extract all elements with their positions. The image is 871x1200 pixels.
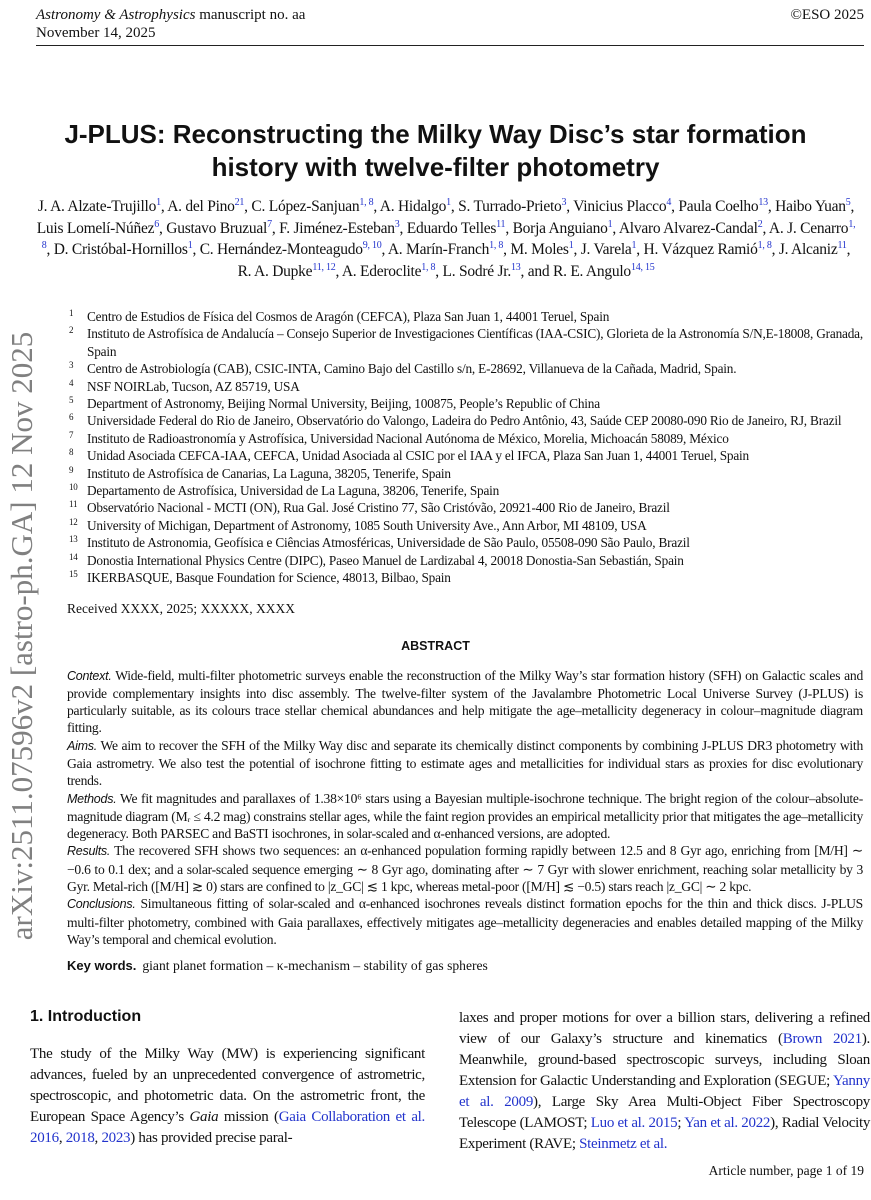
author-affiliation-ref[interactable]: 1 — [607, 218, 613, 230]
author-name: A. Hidalgo — [379, 198, 447, 215]
author-name: C. López-Sanjuan — [251, 198, 360, 215]
abstract-text: We aim to recover the SFH of the Milky Way disc and separate its chemically distinct components by combining J-PLUS DR3 photometry with Gaia astrometry. We also test the potential of isochrone fitting to estimate ages and metallicities for individual stars as proxies for disc evolutionary trends. — [67, 737, 863, 789]
journal-name: Astronomy & Astrophysics — [36, 7, 196, 23]
affiliation-item — [67, 360, 867, 377]
affiliation-text: Donostia International Physics Centre (DIPC), Paseo Manuel de Lardizabal 4, 20018 Donostia-San Sebastián, Spain — [87, 552, 684, 568]
author-affiliation-ref[interactable]: 1, 8 — [757, 239, 772, 251]
author-affiliation-ref[interactable]: 11 — [837, 239, 847, 251]
author-affiliation-ref[interactable]: 1, 8 — [489, 239, 504, 251]
author-affiliation-ref[interactable]: 7 — [267, 218, 272, 230]
author-name: Alvaro Alvarez-Candal — [618, 219, 758, 237]
italic-term: Gaia — [189, 1109, 219, 1126]
author-affiliation-ref[interactable]: 3 — [561, 196, 567, 208]
author-affiliation-ref[interactable]: 1 — [446, 196, 451, 208]
affiliation-text: Instituto de Radioastronomía y Astrofísica, Universidad Nacional Autónoma de México, Morelia, Michoacán 58089, México — [87, 430, 729, 446]
author-affiliation-ref[interactable]: 9, 10 — [362, 239, 382, 251]
paper-title: J-PLUS: Reconstructing the Milky Way Disc’s star formation history with twelve-filter photometry — [64, 119, 807, 182]
affiliation-number: 8 — [69, 447, 74, 458]
affiliation-number: 3 — [69, 360, 74, 371]
affiliation-text: Instituto de Astrofísica de Andalucía – Consejo Superior de Investigaciones Científicas (IAA-CSIC), Glorieta de la Astronomía S/N,E-18008, Granada, Spain — [87, 326, 863, 359]
author-name: Eduardo Telles — [406, 219, 497, 237]
citation-link[interactable]: 2023 — [101, 1130, 131, 1147]
author-name: Vinicius Placco — [573, 198, 667, 215]
author-affiliation-ref[interactable]: 1 — [156, 196, 161, 208]
affiliation-number: 9 — [69, 464, 74, 475]
author-name: D. Cristóbal-Hornillos — [53, 241, 188, 258]
affiliation-number: 6 — [69, 412, 74, 423]
affiliation-item — [67, 552, 867, 569]
affiliation-text: Centro de Astrobiología (CAB), CSIC-INTA, Camino Bajo del Castillo s/n, E-28692, Villanueva de la Cañada, Madrid, Spain. — [87, 361, 737, 377]
abstract-section — [67, 790, 863, 843]
author-name: Gustavo Bruzual — [166, 219, 268, 237]
copyright: ©ESO 2025 — [790, 7, 864, 23]
affiliation-number: 13 — [69, 534, 78, 545]
author-affiliation-ref[interactable]: 4 — [666, 196, 672, 208]
affiliation-text: Department of Astronomy, Beijing Normal University, Beijing, 100875, People’s Republic of China — [87, 396, 600, 412]
affiliation-number: 14 — [69, 551, 78, 562]
author-affiliation-ref[interactable]: 1, 8 — [421, 261, 436, 273]
abstract-section — [67, 667, 863, 737]
affiliation-item — [67, 534, 867, 551]
author-affiliation-ref[interactable]: 1 — [187, 239, 193, 251]
author-name: R. A. Dupke — [237, 262, 313, 280]
abstract-label: Methods. — [67, 791, 117, 806]
affiliation-item — [67, 378, 867, 395]
citation-link[interactable]: Steinmetz et al. — [579, 1136, 668, 1153]
author-affiliation-ref[interactable]: 1, 8 — [359, 196, 374, 208]
author-list: J. A. Alzate-Trujillo$^1$, A. del Pino$^{21}$, C. López-Sanjuan$^{1, 8}$, A. Hidalgo$^1$, S. Turrado-Prieto$^3$, Vinicius Placco$^4$, Paula Coelho$^{13}$, Haibo Yuan$^5$, Luis Lomelí-Núñez$^6$, Gustavo Bruzual$^7$, F. Jiménez-Esteban$^3$, Eduardo Telles$^{11}$, Borja Anguiano$^1$, Alvaro Alvarez-Candal$^2$, A. J. Cenarro$^{1, 8}$, D. Cristóbal-Hornillos$^1$, C. Hernández-Monteagudo$^{9, 10}$, A. Marín-Franch$^{1, 8}$, M. Moles$^1$, J. Varela$^1$, H. Vázquez Ramió$^{1, 8}$, J. Alcaniz$^{11}$, R. A. Dupke$^{11, 12}$, A. Ederoclite$^{1, 8}$, L. Sodré Jr.$^{13}$, and R. E. Angulo$^{14, 15}$ — [36, 196, 856, 280]
abstract-text: Wide-field, multi-filter photometric surveys enable the reconstruction of the Milky Way’s star formation history (SFH) on Galactic scales and provide complementary insights into disc assembly. The twelve-filter system of the Javalambre Photometric Local Universe Survey (J-PLUS) is particularly suitable, as its colours trace stellar chemical abundances and help mitigate the age–metallicity degeneracy in colour–magnitude diagram fitting. — [67, 667, 863, 736]
affiliation-item — [67, 482, 867, 499]
author-name: J. Alcaniz — [778, 241, 838, 258]
abstract-label: Context. — [67, 668, 112, 683]
manuscript-number: manuscript no. aa — [199, 7, 306, 23]
abstract-text: We fit magnitudes and parallaxes of 1.38×10⁶ stars using a Bayesian multiple-isochrone technique. The bright region of the colour–absolute-magnitude diagram (Mᵣ ≤ 4.2 mag) constrains stellar ages, while the faint region provides an empirical metallicity prior that mitigates the age–metallicity degeneracy. Both PARSEC and BaSTI isochrones, in solar-scaled and α-enhanced versions, are adopted. — [67, 790, 863, 842]
author-name: Luis Lomelí-Núñez — [36, 219, 155, 237]
affiliation-number: 10 — [69, 482, 78, 493]
arxiv-stamp[interactable]: arXiv:2511.07596v2 [astro-ph.GA] 12 Nov 2025 — [4, 331, 39, 941]
abstract-label: Conclusions. — [67, 897, 136, 912]
page-footer: Article number, page 1 of 19 — [708, 1163, 864, 1179]
body-text: ), Large Sky Area Multi-Object Fiber Spectroscopy Telescope (LAMOST; — [459, 1094, 870, 1132]
affiliation-item — [67, 517, 867, 534]
author-affiliation-ref[interactable]: 1 — [631, 239, 637, 251]
author-affiliation-ref[interactable]: 11 — [496, 218, 506, 230]
affiliation-text: Instituto de Astrofísica de Canarias, La Laguna, 38205, Tenerife, Spain — [87, 465, 451, 481]
affiliation-item — [67, 465, 867, 482]
affiliation-text: University of Michigan, Department of Astronomy, 1085 South University Ave., Ann Arbor, MI 48109, USA — [87, 517, 647, 533]
affiliation-text: Centro de Estudios de Física del Cosmos de Aragón (CEFCA), Plaza San Juan 1, 44001 Teruel, Spain — [87, 309, 610, 324]
affiliation-text: Departamento de Astrofísica, Universidad de La Laguna, 38206, Tenerife, Spain — [87, 483, 500, 499]
citation-link[interactable]: Luo et al. 2015 — [590, 1115, 678, 1132]
affiliation-number: 15 — [69, 569, 78, 580]
affiliation-text: NSF NOIRLab, Tucson, AZ 85719, USA — [87, 378, 300, 394]
author-name: Haibo Yuan — [775, 198, 846, 215]
body-text: ) has provided precise paral- — [130, 1130, 293, 1147]
affiliation-number: 11 — [69, 499, 78, 510]
author-name: A. del Pino — [167, 198, 235, 215]
citation-link[interactable]: Brown 2021 — [782, 1031, 862, 1048]
author-name: F. Jiménez-Esteban — [279, 219, 395, 237]
keywords — [67, 958, 871, 974]
author-affiliation-ref[interactable]: 1 — [568, 239, 574, 251]
running-header — [36, 6, 864, 46]
affiliation-item — [67, 447, 867, 464]
affiliation-number: 2 — [69, 325, 74, 336]
author-name: A. J. Cenarro — [768, 219, 849, 237]
body-text: The study of the Milky Way (MW) is experiencing significant advances, fueled by an unprecedented convergence of astrometric, spectroscopic, and photometric data. On the astrometric front, the European Space Agency’s — [30, 1046, 425, 1126]
affiliation-item — [67, 395, 867, 412]
body-text: ). Meanwhile, ground-based spectroscopic surveys, including Sloan Extension for Galactic Understanding and Exploration (SEGUE; — [459, 1031, 870, 1090]
keywords-text: giant planet formation – κ-mechanism – stability of gas spheres — [142, 958, 488, 974]
abstract-label: Aims. — [67, 738, 97, 753]
author-affiliation-ref[interactable]: 6 — [154, 218, 160, 230]
affiliation-item — [67, 325, 867, 360]
body-text: ), Radial Velocity Experiment (RAVE; — [459, 1115, 871, 1153]
abstract-text: Simultaneous fitting of solar-scaled and α-enhanced isochrones reveals distinct formation epochs for the thin and thick discs. J-PLUS multi-filter photometry, combined with Gaia parallaxes, effectively mitigates age–metallicity degeneracies and enables detailed mapping of the Milky Way’s temporal and chemical evolution. — [67, 896, 863, 947]
affiliation-text: Unidad Asociada CEFCA-IAA, CEFCA, Unidad Asociada al CSIC por el IAA y el IFCA, Plaza San Juan 1, 44001 Teruel, Spain — [87, 448, 749, 464]
keywords-label: Key words. — [67, 958, 137, 974]
affiliation-text: Universidade Federal do Rio de Janeiro, Observatório do Valongo, Ladeira do Pedro Antônio, 43, Saúde CEP 20080-090 Rio de Janeiro, RJ, Brazil — [87, 413, 842, 429]
received-line: Received XXXX, 2025; XXXXX, XXXX — [67, 600, 295, 616]
author-affiliation-ref[interactable]: 13 — [758, 196, 768, 208]
affiliation-item — [67, 430, 867, 447]
section-heading-introduction: 1. Introduction — [30, 1008, 142, 1026]
author-name: C. Hernández-Monteagudo — [199, 241, 363, 258]
affiliation-item — [67, 499, 867, 516]
affiliation-item — [67, 569, 867, 586]
affiliation-number: 4 — [69, 377, 74, 388]
affiliation-number: 1 — [69, 308, 74, 318]
author-name: H. Vázquez Ramió — [643, 241, 758, 258]
author-affiliation-ref[interactable]: 1, 8 — [41, 218, 856, 251]
citation-link[interactable]: 2018 — [65, 1130, 95, 1147]
author-affiliation-ref[interactable]: 2 — [757, 218, 763, 230]
affiliations — [67, 308, 867, 587]
body-text: , — [58, 1130, 66, 1147]
intro-right-column — [459, 1008, 870, 1155]
affiliation-text: Instituto de Astronomia, Geofísica e Ciências Atmosféricas, Universidade de São Paulo, 05508-090 São Paulo, Brazil — [87, 535, 690, 551]
author-name: L. Sodré Jr. — [442, 262, 511, 280]
and-word: and — [527, 262, 550, 280]
author-name: J. A. Alzate-Trujillo — [37, 198, 157, 215]
affiliation-number: 7 — [69, 429, 74, 440]
author-name: M. Moles — [510, 241, 569, 258]
affiliation-text: IKERBASQUE, Basque Foundation for Science, 48013, Bilbao, Spain — [87, 570, 451, 586]
affiliation-item — [67, 412, 867, 429]
two-column-body — [30, 1008, 870, 1155]
citation-link[interactable]: Gaia Collaboration et al. 2016 — [30, 1109, 425, 1147]
author-name: A. Marín-Franch — [387, 241, 490, 258]
author-name: S. Turrado-Prieto — [458, 198, 562, 215]
affiliation-number: 12 — [69, 516, 78, 527]
abstract-section — [67, 737, 863, 790]
author-affiliation-ref[interactable]: 3 — [394, 218, 400, 230]
author-name: A. Ederoclite — [341, 262, 422, 280]
affiliation-number: 5 — [69, 395, 74, 406]
abstract-section — [67, 895, 863, 948]
author-name: J. Varela — [580, 241, 632, 258]
author-name: Borja Anguiano — [512, 219, 608, 237]
abstract-body — [67, 667, 863, 949]
affiliation-item — [67, 308, 867, 325]
author-name: Paula Coelho — [678, 198, 759, 215]
left-column — [30, 1008, 425, 1149]
affiliation-text: Observatório Nacional - MCTI (ON), Rua Gal. José Cristino 77, São Cristóvão, 20921-400 Rio de Janeiro, Brazil — [87, 500, 670, 516]
citation-link[interactable]: Yan et al. 2022 — [684, 1115, 771, 1132]
header-date: November 14, 2025 — [36, 25, 156, 41]
citation-link[interactable]: Yanny et al. 2009 — [459, 1073, 870, 1111]
author-name: R. E. Angulo — [552, 262, 631, 280]
abstract-section — [67, 842, 863, 895]
author-affiliation-ref[interactable]: 14, 15 — [630, 261, 655, 273]
author-affiliation-ref[interactable]: 11, 12 — [312, 261, 336, 273]
author-affiliation-ref[interactable]: 13 — [510, 261, 521, 273]
body-text: laxes and proper motions for over a billion stars, delivering a refined view of our Galaxy’s structure and kinematics ( — [459, 1010, 870, 1048]
body-text: ; — [677, 1115, 685, 1132]
author-affiliation-ref[interactable]: 5 — [845, 196, 851, 208]
intro-left-column — [30, 1044, 425, 1149]
body-text: mission ( — [218, 1109, 279, 1126]
abstract-text: The recovered SFH shows two sequences: an α-enhanced population forming rapidly between 12.5 and 8 Gyr ago, enriching from [M/H] ∼ −0.6 to 0.1 dex; and a solar-scaled sequence emerging ∼ 8 Gyr ago, dominating after ∼ 7 Gyr with slower enrichment, reaching solar metallicity by 3 Gyr. Metal-rich ([M/H] ≳ 0) stars are confined to |z_GC| ≲ 1 kpc, whereas metal-poor ([M/H] ≲ −0.5) stars reach |z_GC| ∼ 2 kpc. — [67, 843, 864, 895]
author-affiliation-ref[interactable]: 21 — [234, 196, 245, 208]
abstract-heading: ABSTRACT — [401, 638, 470, 653]
abstract-label: Results. — [67, 844, 111, 859]
body-text: , — [94, 1130, 102, 1147]
